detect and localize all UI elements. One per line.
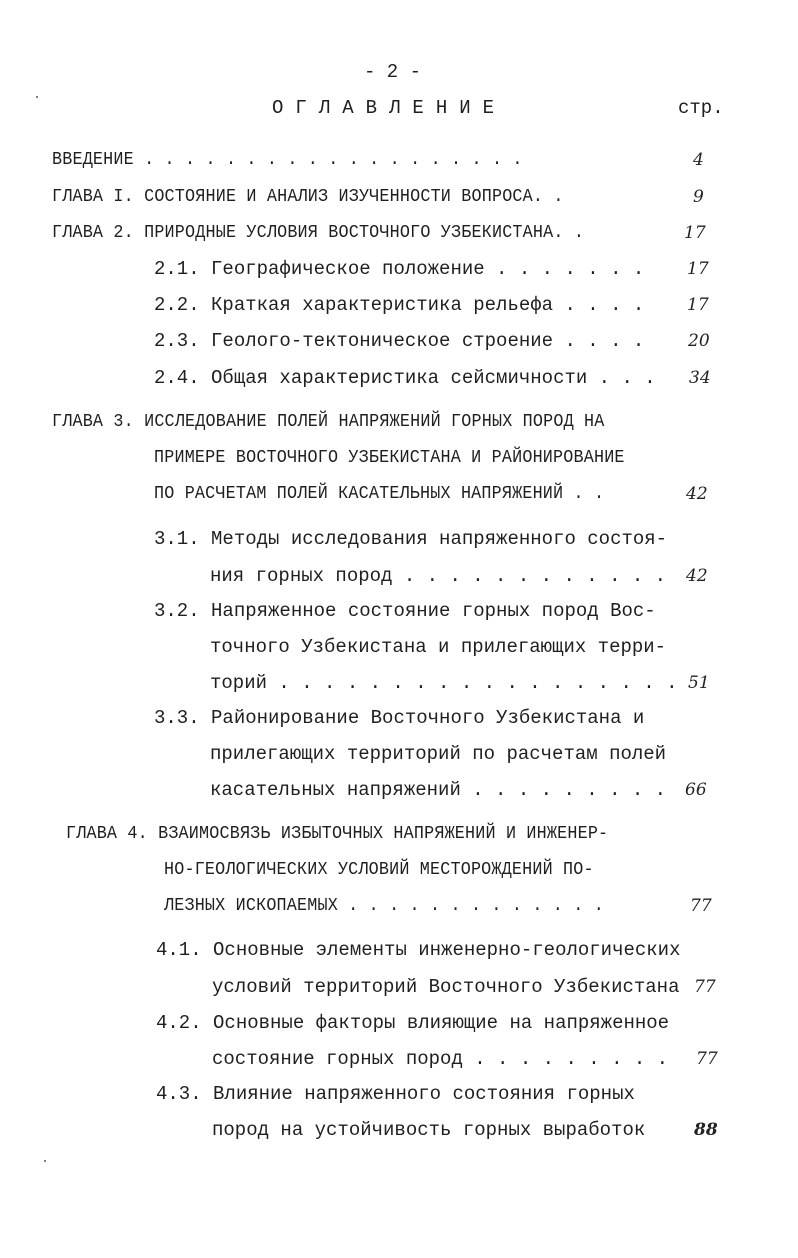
toc-page: 17 xyxy=(684,223,706,243)
toc-line: торий . . . . . . . . . . . . . . . . . . xyxy=(210,672,678,694)
toc-page: 51 xyxy=(688,673,710,693)
toc-line: ЛЕЗНЫХ ИСКОПАЕМЫХ . . . . . . . . . . . . . xyxy=(164,896,604,916)
page-number: - 2 - xyxy=(364,61,422,83)
toc-line: 4.2. Основные факторы влияющие на напряженное xyxy=(156,1012,670,1034)
toc-line: пород на устойчивость горных выработок xyxy=(212,1119,646,1141)
toc-line: 3.2. Напряженное состояние горных пород Вос- xyxy=(154,600,656,622)
toc-page: 17 xyxy=(687,259,709,279)
toc-heading: ОГЛАВЛЕНИЕ xyxy=(272,97,507,119)
toc-line: 2.3. Геолого-тектоническое строение . . . . xyxy=(154,330,645,352)
toc-page: 42 xyxy=(686,566,708,586)
toc-line: ГЛАВА I. СОСТОЯНИЕ И АНАЛИЗ ИЗУЧЕННОСТИ ВОПРОСА. . xyxy=(52,187,564,207)
page-column-label: стр. xyxy=(678,97,724,119)
toc-line: ВВЕДЕНИЕ . . . . . . . . . . . . . . . . . . . xyxy=(52,150,523,170)
toc-page: 17 xyxy=(687,295,709,315)
toc-page: 34 xyxy=(689,368,711,388)
scan-speck xyxy=(36,96,38,98)
toc-line: точного Узбекистана и прилегающих терри- xyxy=(210,636,667,658)
toc-page: 9 xyxy=(693,187,704,207)
toc-line: 2.1. Географическое положение . . . . . . . xyxy=(154,258,645,280)
toc-page: 66 xyxy=(685,780,707,800)
toc-line: 3.3. Районирование Восточного Узбекистана и xyxy=(154,707,645,729)
toc-line: условий территорий Восточного Узбекистана xyxy=(212,976,680,998)
toc-line: 4.1. Основные элементы инженерно-геологических xyxy=(156,939,681,961)
toc-page: 42 xyxy=(686,484,708,504)
toc-line: прилегающих территорий по расчетам полей xyxy=(210,743,667,765)
toc-line: ГЛАВА 2. ПРИРОДНЫЕ УСЛОВИЯ ВОСТОЧНОГО УЗБЕКИСТАНА. . xyxy=(52,223,585,243)
toc-line: ПРИМЕРЕ ВОСТОЧНОГО УЗБЕКИСТАНА И РАЙОНИРОВАНИЕ xyxy=(154,448,625,468)
toc-line: НО-ГЕОЛОГИЧЕСКИХ УСЛОВИЙ МЕСТОРОЖДЕНИЙ ПО- xyxy=(164,860,594,880)
toc-line: состояние горных пород . . . . . . . . . xyxy=(212,1048,669,1070)
toc-line: ПО РАСЧЕТАМ ПОЛЕЙ КАСАТЕЛЬНЫХ НАПРЯЖЕНИЙ . . xyxy=(154,484,605,504)
toc-line: ГЛАВА 3. ИССЛЕДОВАНИЕ ПОЛЕЙ НАПРЯЖЕНИЙ ГОРНЫХ ПОРОД НА xyxy=(52,412,605,432)
toc-page: 77 xyxy=(694,977,716,997)
toc-line: ГЛАВА 4. ВЗАИМОСВЯЗЬ ИЗБЫТОЧНЫХ НАПРЯЖЕНИЙ И ИНЖЕНЕР- xyxy=(66,824,609,844)
toc-line: ния горных пород . . . . . . . . . . . . xyxy=(210,565,667,587)
toc-line: 2.4. Общая характеристика сейсмичности . . . xyxy=(154,367,656,389)
toc-line: касательных напряжений . . . . . . . . . xyxy=(210,779,667,801)
toc-line: 4.3. Влияние напряженного состояния горных xyxy=(156,1083,635,1105)
toc-page: 77 xyxy=(690,896,712,916)
toc-page: 88 xyxy=(694,1120,718,1140)
scan-speck xyxy=(44,1160,46,1162)
toc-line: 2.2. Краткая характеристика рельефа . . . . xyxy=(154,294,645,316)
toc-page: 4 xyxy=(693,150,704,170)
toc-line: 3.1. Методы исследования напряженного состоя- xyxy=(154,528,668,550)
toc-page: 77 xyxy=(696,1049,718,1069)
toc-page: 20 xyxy=(688,331,710,351)
